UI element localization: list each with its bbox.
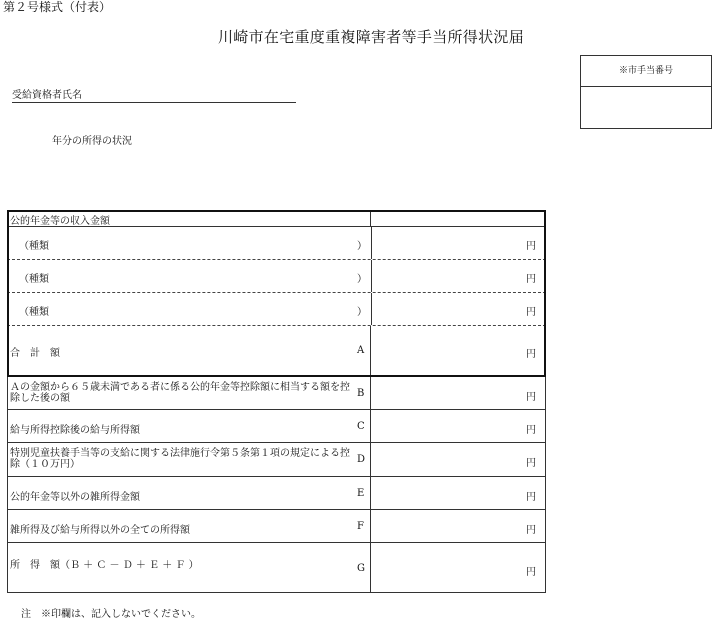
row-b-label: Ａの金額から６５歳未満である者に係る公的年金等控除額に相当する額を控除した後の額 [10,382,350,404]
pension-kind-open: （種類 [19,241,49,252]
yen-unit: 円 [526,241,536,252]
row-f-label: 雑所得及び給与所得以外の全ての所得額 [10,525,190,536]
row-d-label: 特別児童扶養手当等の支給に関する法律施行令第５条第１項の規定による控除（１０万円） [10,448,350,470]
pension-kind-close: ） [357,307,367,318]
row-f[interactable] [7,510,546,543]
yen-unit: 円 [526,349,536,360]
row-c-letter: C [357,421,365,432]
row-b[interactable] [7,377,546,410]
pension-kind-row-2[interactable] [7,260,546,293]
annual-income-label: 年分の所得の状況 [52,136,132,147]
pension-kind-close: ） [357,241,367,252]
yen-unit: 円 [526,567,536,578]
yen-unit: 円 [526,492,536,503]
footnote: 注 ※印欄は、記入しないでください。 [21,609,201,620]
row-g-letter: G [357,563,365,574]
pension-kind-row-1[interactable] [7,227,546,260]
row-e-letter: E [357,488,365,499]
pension-kind-row-3[interactable] [7,293,546,326]
row-d-letter: D [357,454,366,465]
yen-unit: 円 [526,392,536,403]
row-b-letter: B [357,388,365,399]
row-g-label: 所 得 額（Ｂ ＋ Ｃ － Ｄ ＋ Ｅ ＋ Ｆ ） [10,560,199,571]
row-f-letter: F [357,521,364,532]
form-number: 第２号様式（付表） [3,0,112,14]
yen-unit: 円 [526,425,536,436]
yen-unit: 円 [526,458,536,469]
pension-title: 公的年金等の収入金額 [10,216,110,227]
yen-unit: 円 [526,274,536,285]
pension-kind-open: （種類 [19,274,49,285]
row-d[interactable] [7,443,546,477]
applicant-name-field[interactable] [12,86,296,103]
city-allowance-number-label: ※市手当番号 [581,56,711,87]
document-title: 川崎市在宅重度重複障害者等手当所得状況届 [218,28,525,46]
total-row[interactable] [7,326,546,377]
total-label: 合 計 額 [10,348,60,359]
yen-unit: 円 [526,307,536,318]
city-allowance-number-field[interactable] [581,87,711,130]
row-c[interactable] [7,410,546,443]
yen-unit: 円 [526,525,536,536]
applicant-name-label: 受給資格者氏名 [12,90,82,101]
pension-kind-close: ） [357,274,367,285]
total-letter: A [357,345,365,356]
row-g[interactable] [7,543,546,593]
pension-kind-open: （種類 [19,307,49,318]
row-e-label: 公的年金等以外の雑所得金額 [10,492,140,503]
row-e[interactable] [7,477,546,510]
pension-header-row [7,210,546,227]
row-c-label: 給与所得控除後の給与所得額 [10,425,140,436]
city-allowance-number-box [580,55,712,129]
